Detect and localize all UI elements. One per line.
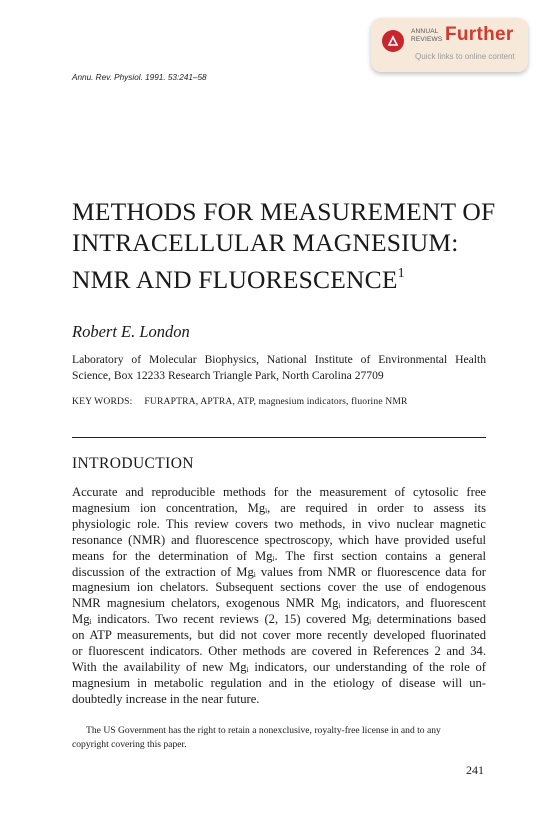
article-title [72,196,512,295]
paragraph-line: magnesium in metabolic regulation and in the etiology of disease will un- [72,675,486,690]
author-name: Robert E. London [72,322,190,341]
further-banner[interactable] [371,18,528,72]
paragraph-line: Mgᵢ indicators. Two recent reviews (2, 15) covered Mgᵢ determinations based [72,612,486,627]
paragraph-line: With the availability of new Mgᵢ indicators, our understanding of the role of [72,659,486,674]
title-line-text: NMR AND FLUORESCENCE [72,265,398,294]
paragraph-line: physiologic role. This review covers two methods, in vivo nuclear magnetic [72,516,486,531]
introduction-paragraph [72,485,486,708]
key-words-label: KEY WORDS: [72,396,133,407]
affiliation-line: Science, Box 12233 Research Triangle Park, North Carolina 27709 [72,368,384,382]
author-affiliation [72,352,486,383]
affiliation-line: Laboratory of Molecular Biophysics, National Institute of Environmental Health [72,353,486,366]
paragraph-line: or fluorescent indicators. Other methods are covered in References 2 and 34. [72,644,486,659]
annual-reviews-logo-icon [382,30,404,52]
paragraph-line: on ATP measurements, but did not cover more recently developed fluorinated [72,628,486,643]
paragraph-line: doubtedly increase in the near future. [72,691,260,706]
annual-reviews-label: ANNUAL REVIEWS [411,28,443,43]
title-line: INTRACELLULAR MAGNESIUM: [72,228,459,257]
section-heading: INTRODUCTION [72,455,194,472]
further-label[interactable]: Further [445,24,514,45]
key-words [72,396,408,407]
title-footnote-marker: 1 [397,266,405,281]
footnote-line: The US Government has the right to retain a nonexclusive, royalty-free license in and to any [86,725,441,736]
paragraph-line: Accurate and reproducible methods for the measurement of cytosolic free [72,485,486,499]
paragraph-line: magnesium ion chelators. Subsequent sections cover the use of endogenous [72,580,486,595]
paragraph-line: magnesium ion concentration, Mgᵢ, are required in order to assess its [72,500,486,515]
journal-citation: Annu. Rev. Physiol. 1991. 53:241–58 [72,73,207,82]
title-line [72,258,512,295]
footnote [72,724,492,751]
paragraph-line: discussion of the extraction of Mgᵢ values from NMR or fluorescence data for [72,564,486,579]
key-words-text: FURAPTRA, APTRA, ATP, magnesium indicators, fluorine NMR [144,396,408,407]
paragraph-line: means for the determination of Mgᵢ. The first section contains a general [72,548,486,563]
paragraph-line: NMR magnesium chelators, exogenous NMR Mgᵢ indicators, and fluorescent [72,596,486,611]
quick-links-label[interactable]: Quick links to online content [415,52,515,61]
footnote-line: copyright covering this paper. [72,738,187,750]
paragraph-line: resonance (NMR) and fluorescence spectroscopy, which have provided useful [72,532,486,547]
title-line: METHODS FOR MEASUREMENT OF [72,197,496,226]
page-number: 241 [466,763,484,777]
section-divider [72,437,486,438]
